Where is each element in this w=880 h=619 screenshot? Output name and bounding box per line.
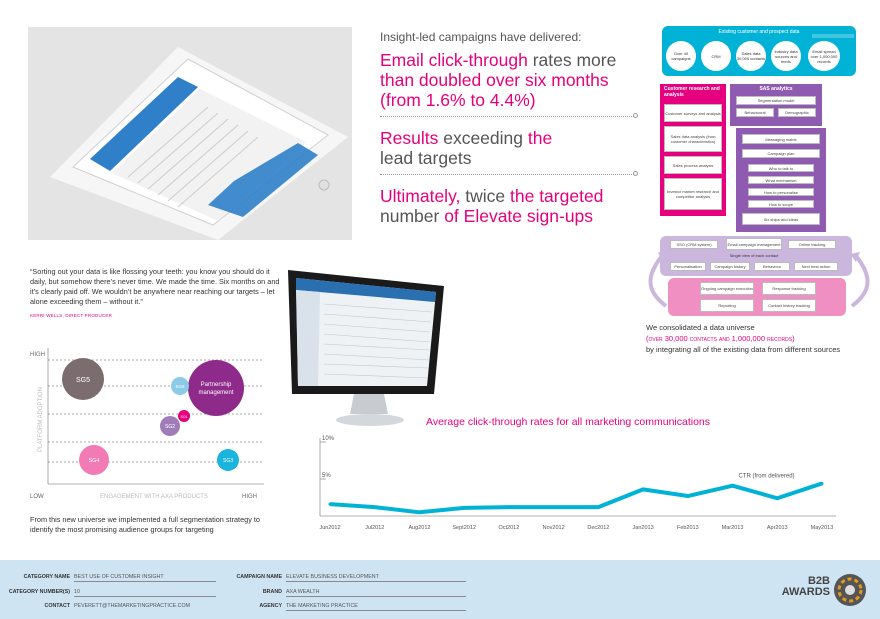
category-name-label: CATEGORY NAME [23,574,70,580]
sas-model: Segmentation model [736,96,816,105]
ctr-data-point [686,495,689,498]
divider [380,116,636,117]
brand-value: AXA WEALTH [286,589,466,597]
process-step: How to personalise [748,188,814,196]
ctr-y-tick-label: 5% [322,473,331,479]
crm-detail: Personalisation [670,262,706,271]
execution-item: Reporting [700,299,754,312]
awards-emblem-icon [832,572,868,608]
headline-segment: twice [460,186,510,206]
divider [380,174,636,175]
process-step: What mechanism [748,176,814,184]
ctr-data-point [463,506,466,509]
tablet-photo [28,27,352,240]
single-view: Single view of each contact [729,253,779,258]
process-step: Who to talk to [748,164,814,172]
category-name-value: BEST USE OF CUSTOMER INSIGHT [74,574,216,582]
ctr-series-label: CTR (from delivered) [738,473,795,480]
campaign-name-label: CAMPAIGN NAME [236,574,282,580]
ctr-line-chart [300,432,840,542]
headline-signups [380,186,620,226]
divider-dot [633,113,638,118]
headline-segment: of Elevate sign-ups [444,206,594,226]
research-title: Customer research and analysis [664,86,720,98]
research-item: Customer surveys and analysis [664,104,722,122]
crm-detail: Campaign history [710,262,750,271]
ctr-x-tick-label: Feb2013 [676,525,699,531]
y-high-label: HIGH [30,352,45,358]
segment-partnership [188,360,244,416]
ctr-x-tick-label: May2013 [810,525,834,531]
ctr-data-point [776,497,779,500]
ctr-series-line [330,483,822,512]
sas-demographic: Demographic [778,108,816,117]
ctr-x-tick-label: Oct2012 [498,525,520,531]
source-campaigns: Over 40 campaigns [666,41,696,71]
ctr-data-point [373,506,376,509]
headline-segment: Email click-through [380,50,528,70]
agency-value: THE MARKETING PRACTICE [286,603,466,611]
contact-label: CONTACT [44,603,70,609]
source-sales-data: Sales data 30,000 contacts [736,41,766,71]
segment-sg5-label: SG5 [75,377,91,384]
b2b-awards-logo-text: B2B AWARDS [781,575,830,598]
segment-partnership-label-2: management [198,390,234,396]
ctr-x-tick-label: Nov2012 [542,525,565,531]
campaign-name-value: ELEVATE BUSINESS DEVELOPMENT [286,574,466,582]
consolidation-text [646,322,876,355]
headline-segment: Ultimately, [380,186,461,206]
headline-segment: lead targets [380,148,472,168]
testimonial-author: KERRI WELLS, DIRECT PRODUCER [30,313,113,318]
source-crm: CRM [701,41,731,71]
research-item: Sales process analysis [664,156,722,174]
category-number-label: CATEGORY NUMBER(S) [8,589,70,595]
ctr-x-tick-label: Aug2012 [408,525,431,531]
intro-text: Insight-led campaigns have delivered: [380,30,582,44]
crm-detail: Next best action [794,262,838,271]
consolidation-line-3: by integrating all of the existing data from different sources [646,345,841,354]
research-item: Sales data analysis (from customer characteristics) [664,126,722,152]
headline-segment: Results [380,128,439,148]
segment-sg2-label: SG2 [164,424,176,430]
ctr-data-point [597,506,600,509]
ctr-x-tick-label: Apr2013 [766,525,788,531]
monitor-illustration [284,264,448,428]
sas-panel [730,84,822,126]
ctr-x-tick-label: Sept2012 [452,525,476,531]
headline-results [380,128,580,168]
segment-sg4-label: SG4 [88,458,100,464]
x-high-label: HIGH [242,494,257,500]
crm-item: Online tracking [788,240,836,249]
crm-item: SSO (CRM system) [670,240,718,249]
data-flow-diagram [654,26,864,326]
sas-behavioural: Behavioural [736,108,774,117]
segmentation-chart [28,344,268,504]
segment-sg1-label: SG1 [180,415,188,419]
segmentation-caption: From this new universe we implemented a full segmentation strategy to identify the most promising audience groups for targeting [30,515,260,534]
ctr-x-tick-label: Jun2012 [319,525,341,531]
process-step: Messaging matrix [742,134,820,144]
process-step: How to scope [748,200,814,208]
footer-panel [0,560,880,619]
segment-partnership-label-1: Partnership [200,382,232,388]
headline-segment: than doubled [380,70,482,90]
process-step: Campaign plan [742,149,820,158]
ctr-data-point [418,511,421,514]
ctr-x-tick-label: Jan2013 [632,525,654,531]
segment-sg3-label: SG3 [222,458,234,464]
ctr-data-point [731,484,734,487]
headline-segment: the targeted [510,186,604,206]
headline-segment: number [380,206,445,226]
brand-label: BRAND [262,589,282,595]
execution-item: Ongoing campaign execution [700,282,754,295]
ctr-data-point [642,488,645,491]
source-industry-data: Industry data sources and feeds [771,41,801,71]
execution-item: Response tracking [762,282,816,295]
x-axis-label: ENGAGEMENT WITH AXA PRODUCTS [100,494,208,500]
ctr-x-tick-label: Dec2012 [587,525,610,531]
source-email: Email spread over 1,000,000 records [808,41,840,71]
loop-arrows [646,246,872,316]
headline-segment: rates more [527,50,617,70]
headline-segment: exceeding [438,128,528,148]
crm-item: Email campaign management [726,238,782,250]
ctr-chart-title: Average click-through rates for all marketing communications [426,416,711,428]
ctr-data-point [507,506,510,509]
consolidation-line-2: (over 30,000 contacts and 1,000,000 records) [646,334,795,343]
segment-sg6-label: SG6 [175,384,185,389]
headline-segment: over six months [481,70,609,90]
consolidation-line-1: We consolidated a data universe [646,323,755,332]
ctr-y-tick-label: 10% [322,436,335,442]
y-axis-label: PLATFORM ADOPTION [38,387,44,452]
execution-item: Contact history tracking [762,299,816,312]
x-low-label: LOW [30,494,44,500]
agency-label: AGENCY [259,603,282,609]
headline-segment: the [527,128,553,148]
crm-detail: Behaviour [754,262,790,271]
ctr-data-point [821,482,824,485]
divider-dot [633,171,638,176]
contact-value: PEVERETT@THEMARKETINGPRACTICE.COM [74,603,191,609]
ctr-data-point [329,503,332,506]
headline-segment: (from 1.6% to 4.4%) [380,90,536,110]
existing-data-title: Existing customer and prospect data [718,29,800,35]
testimonial-quote: “Sorting out your data is like flossing your teeth: you know you should do it daily, but somehow there’s never time. We made the time. Six months on and it’s clearly paid off. We wouldn’t be anywhere near reaching our targets – let alone exceeding them – without it.” [30,267,280,306]
process-step: Six ships and ideas [742,213,820,225]
category-number-value: 10 [74,589,216,597]
ctr-x-tick-label: Jul2012 [365,525,385,531]
ctr-data-point [552,506,555,509]
research-item: Investor market research and competitor analysis [664,178,722,210]
headline-click-through [380,50,640,110]
ctr-x-tick-label: Mar2013 [721,525,744,531]
sas-title: SAS analytics [759,86,793,92]
